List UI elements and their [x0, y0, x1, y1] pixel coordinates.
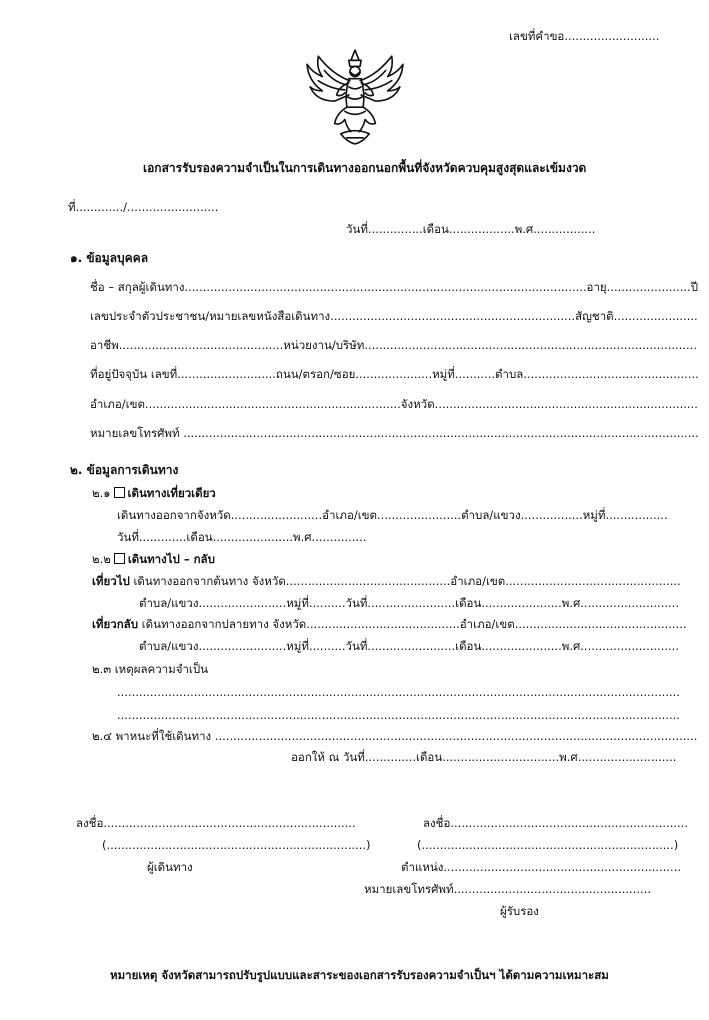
traveler-role: ผู้เดินทาง [147, 860, 193, 874]
option-one-way-number: ๒.๑ [92, 486, 111, 500]
option-one-way [92, 486, 216, 500]
footer-note: หมายเหตุ จังหวัดสามารถปรับรูปแบบและสาระของเอกสารรับรองความจำเป็นฯ ได้ตามความเหมาะสม [110, 968, 609, 982]
option-round-trip [92, 552, 215, 566]
return-origin-text: เดินทางออกจากปลายทาง จังหวัด..........................................อำเภอ/เขต............................................... [138, 617, 687, 631]
certifier-signature: ลงชื่อ................................................................. [423, 816, 688, 830]
field-occupation: อาชีพ.............................................หน่วยงาน/บริษัท........................................................................................... [90, 338, 697, 352]
option-one-way-label: เดินทางเที่ยวเดียว [127, 486, 216, 500]
field-address: ที่อยู่ปัจจุบัน เลขที่...........................ถนน/ตรอก/ซอย.....................หมู่ที่...........ตำบล................................................ [90, 367, 699, 381]
outbound-origin-text: เดินทางออกจากต้นทาง จังหวัด.............................................อำเภอ/เขต................................................ [129, 574, 681, 588]
reason-label: ๒.๓ เหตุผลความจำเป็น [92, 662, 208, 676]
certifier-position: ตำแหน่ง................................................................. [401, 860, 682, 874]
outbound-detail: ตำบล/แขวง........................หมู่ที่..........วันที่........................เดือน......................พ.ศ........................... [139, 596, 679, 610]
return-origin [92, 617, 687, 631]
vehicle-field: ๒.๔ พาหนะที่ใช้เดินทาง .................................................................................................................................... [92, 729, 698, 743]
document-number: ที่............./......................... [68, 200, 219, 214]
certifier-phone: หมายเลขโทรศัพท์...................................................... [364, 882, 651, 896]
document-title: เอกสารรับรองความจำเป็นในการเดินทางออกนอกพื้นที่จังหวัดควบคุมสูงสุดและเข้มงวด [143, 161, 587, 175]
one-way-origin: เดินทางออกจากจังหวัด.........................อำเภอ/เขต.......................ตำบล/แขวง.................หมู่ที่................. [117, 508, 668, 522]
certifier-printed-name: (.....................................................................) [417, 838, 679, 852]
reason-line-2: .......................................................................................................................................................... [117, 708, 680, 722]
traveler-printed-name: (.......................................................................) [102, 838, 371, 852]
outbound-label: เที่ยวไป [92, 574, 130, 588]
return-detail: ตำบล/แขวง........................หมู่ที่..........วันที่........................เดือน......................พ.ศ........................... [139, 639, 679, 653]
garuda-emblem [304, 46, 406, 148]
return-label: เที่ยวกลับ [92, 617, 139, 631]
document-date: วันที่...............เดือน..................พ.ศ................. [346, 222, 596, 236]
field-phone: หมายเลขโทรศัพท์ ............................................................................................................................................. [90, 426, 699, 440]
reason-line-1: .......................................................................................................................................................... [117, 685, 680, 699]
section-travel-heading: ๒. ข้อมูลการเดินทาง [70, 463, 179, 477]
one-way-date: วันที่.............เดือน......................พ.ศ............... [117, 530, 367, 544]
certifier-role: ผู้รับรอง [500, 904, 539, 918]
traveler-signature: ลงชื่อ..................................................................... [76, 816, 356, 830]
field-name-age: ชื่อ – สกุลผู้เดินทาง..............................................................................................................อายุ.......................ปี [90, 280, 699, 294]
section-personal-heading: ๑. ข้อมูลบุคคล [70, 251, 149, 265]
round-trip-checkbox[interactable] [114, 553, 125, 564]
option-round-trip-label: เดินทางไป – กลับ [127, 552, 215, 566]
request-number: เลขที่คำขอ.......................... [509, 29, 660, 43]
option-round-trip-number: ๒.๒ [92, 552, 111, 566]
outbound-origin [92, 574, 681, 588]
one-way-checkbox[interactable] [114, 487, 125, 498]
field-id-nationality: เลขประจำตัวประชาชน/หมายเลขหนังสือเดินทาง...................................................................สัญชาติ....................... [90, 309, 698, 323]
field-district-province: อำเภอ/เขต......................................................................จังหวัด........................................................................ [90, 397, 698, 411]
issued-date: ออกให้ ณ วันที่..............เดือน................................พ.ศ........................... [291, 750, 677, 764]
